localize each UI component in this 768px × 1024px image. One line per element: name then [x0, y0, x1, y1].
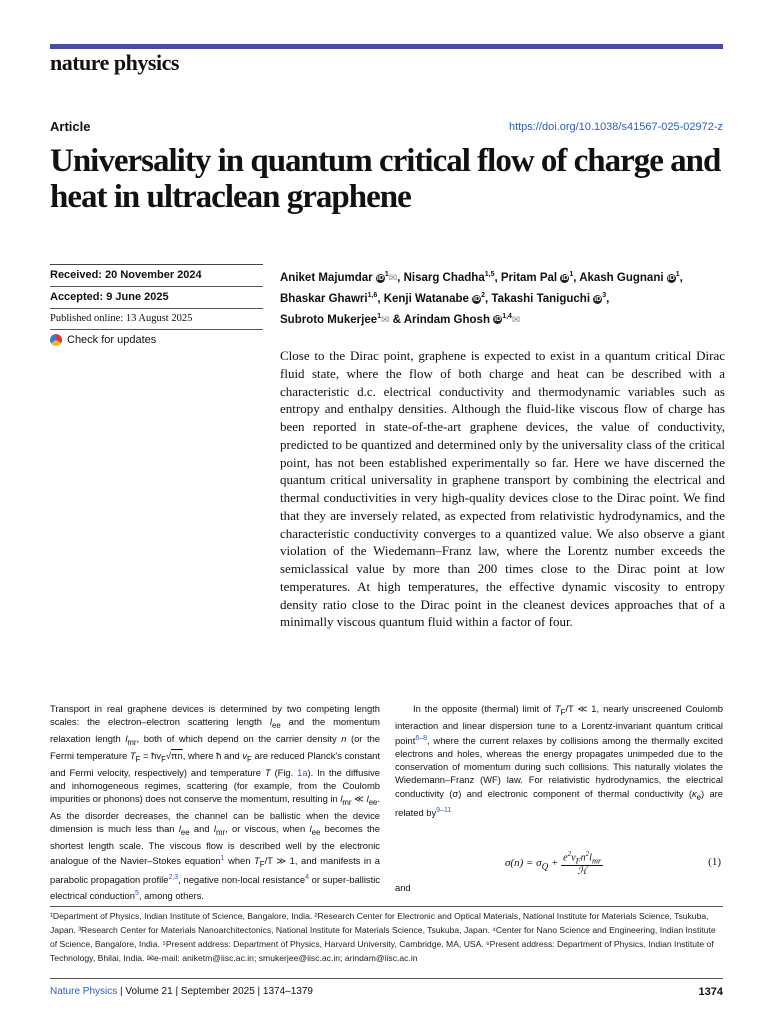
equation-1 — [395, 846, 723, 876]
equation-number: (1) — [708, 856, 721, 868]
page-number: 1374 — [698, 986, 723, 998]
citation-link[interactable]: 1 — [220, 855, 225, 863]
check-for-updates-button[interactable] — [50, 330, 263, 351]
footer-citation: Nature Physics | Volume 21 | September 2025 | 1374–1379 — [50, 986, 313, 997]
affiliations-footnote: ¹Department of Physics, Indian Institute of Science, Bangalore, India. ²Research Center for Electronic and Optical Materials, National Institute for Materials Science, Tsukuba, Japan. ³Research Center for Materials Nanoarchitectonics, National Institute for Materials Science, Tsukuba, Japan. ⁴Center for Nano Science and Engineering, Indian Institute of Science, Bangalore, India. ⁵Present address: Department of Physics, Harvard University, Cambridge, MA, USA. ⁶Present address: Department of Physics, Indian Institute of Technology, Bhilai, India. ✉e-mail: aniketm@iisc.ac.in; smukerjee@iisc.ac.in; arindam@iisc.ac.in — [50, 911, 716, 963]
doi-link[interactable]: https://doi.org/10.1038/s41567-025-02972-z — [508, 121, 723, 133]
figure-link[interactable]: 1a — [297, 767, 308, 778]
citation-link[interactable]: 9–11 — [436, 806, 452, 814]
author[interactable]: Akash Gugnani — [579, 271, 664, 284]
email-icon[interactable]: ✉ — [511, 314, 521, 326]
orcid-icon[interactable]: iD — [667, 274, 675, 282]
author[interactable]: Kenji Watanabe — [383, 292, 469, 305]
received-date: Received: 20 November 2024 — [50, 265, 263, 287]
author-list: Aniket Majumdar $iD^1✉$, Nisarg Chadha$^{1,5}$, Pritam Pal $iD^1$, Akash Gugnani $iD^1$, Bhaskar Ghawri$^{1,6}$, Kenji Watanabe $iD^2$, Takashi Taniguchi $iD^3$, Subroto Mukerjee$^1$✉ & Arindam Ghosh iD$^{1,4}$✉ — [280, 271, 683, 326]
equation-fraction: $\frac{e^2v_Fn^2l_{mr}}{\text{ℋ}}$ — [563, 850, 602, 878]
body-column-left: Transport in real graphene devices is determined by two competing length scales: the electron–electron scattering length $l_{ee}$ and the momentum relaxation length $l_{mr}$, both of which depend on the carrier density n (or the Fermi temperature $T_F$ = $ħv_F√\pi n$, where ħ and $v_F$ are reduced Planck's constant and Fermi velocity, respectively) and temperature T (Fig. 1a). In the diffusive and inhomogeneous regimes, scattering (for example, from the Coulomb impurities or phonons) does not conserve the momentum, resulting in $l_{mr}$ ≪ $l_{ee}$. As the disorder decreases, the channel can be ballistic when the device dimension is much less than $l_{ee}$ and $l_{mr}$, or viscous, when $l_{ee}$ becomes the shortest length scale. The viscous flow is described well by the electronic analogue of the Navier–Stokes equation$^1$ when $T_F/T$ ≫ 1, and manifests in a parabolic propagation profile$^{2,3}$, negative non-local resistance$^4$ or super-ballistic electrical conduction$^5$, among others. — [50, 703, 381, 901]
email-icon[interactable]: ✉ — [388, 272, 398, 284]
email-icon[interactable]: ✉ — [381, 314, 390, 326]
orcid-icon[interactable]: iD — [594, 295, 602, 303]
author[interactable]: Bhaskar Ghawri — [280, 292, 368, 305]
author[interactable]: Subroto Mukerjee — [280, 313, 378, 326]
citation-link[interactable]: 2,3 — [168, 874, 179, 882]
citation-link[interactable]: 6–8 — [415, 735, 428, 743]
footer-divider — [50, 978, 723, 979]
journal-name: nature physics — [50, 50, 179, 75]
author[interactable]: Pritam Pal — [500, 271, 558, 284]
equation-body: $\sigma(n) = \sigma_Q$ + $\frac{e^2v_Fn^2l_{mr}}{\text{ℋ}}$ — [505, 850, 602, 878]
footer-journal-link[interactable]: Nature Physics — [50, 986, 118, 997]
orcid-icon[interactable]: iD — [494, 316, 502, 324]
article-title: Universality in quantum critical flow of charge and heat in ultraclean graphene — [50, 143, 721, 215]
author[interactable]: Aniket Majumdar — [280, 271, 373, 284]
abstract: Close to the Dirac point, graphene is expected to exist in a quantum critical Dirac fluid state, where the flow of both charge and heat can be described with a characteristic d.c. electrical conductivity and thermodynamic variables such as entropy and enthalpy densities. Although the fluid-like viscous flow of charge has been reported in state-of-the-art graphene devices, the value of conductivity, predicted to be quantized and determined only by the universality class of the critical point, has not been established experimentally so far. Here we have discerned the quantum critical universality in graphene transport by combining the electrical and thermal conductivities in very high-quality devices close to the Dirac point. We find that they are inversely related, as expected from relativistic hydrodynamics, and the characteristic conductivity converges to a quantized value. We also observe a giant violation of the Wiedemann–Franz law, where the Lorentz number exceeds the semiclassical value by more than 200 times close to the Dirac point at low temperatures. At high temperatures, the effective dynamic viscosity to entropy density ratio close to the Dirac point in the cleanest devices approaches that of a minimally viscous quantum fluid within a factor of four. — [280, 348, 725, 630]
check-updates-label: Check for updates — [67, 334, 157, 346]
article-type-label: Article — [50, 119, 91, 134]
body-column-right: In the opposite (thermal) limit of $T_F/T$ ≪ 1, nearly unscreened Coulomb interaction and linear dispersion tune to a Lorentz-invariant quantum critical point$^{6-8}$, where the current relaxes by collisions among the thermally excited electrons and holes, whereas the energy propagates unimpeded due to the conservation of momentum during such collisions. This naturally violates the Wiedemann–Franz (WF) law. For relativistic hydrodynamics, the electrical conductivity (σ) and electronic component of thermal conductivity $(\kappa_e)$ are related by$^{9-11}$ — [395, 703, 723, 818]
header-accent-bar — [50, 44, 723, 49]
orcid-icon[interactable]: iD — [561, 274, 569, 282]
author[interactable]: Takashi Taniguchi — [491, 292, 591, 305]
published-date: Published online: 13 August 2025 — [50, 309, 263, 330]
crossmark-icon — [50, 334, 62, 346]
citation-link[interactable]: 4 — [305, 874, 309, 882]
publication-dates — [50, 264, 263, 351]
accepted-date: Accepted: 9 June 2025 — [50, 287, 263, 309]
author[interactable]: Arindam Ghosh — [403, 313, 490, 326]
author[interactable]: Nisarg Chadha — [403, 271, 485, 284]
orcid-icon[interactable]: iD — [376, 274, 384, 282]
orcid-icon[interactable]: iD — [473, 295, 481, 303]
continuation-word: and — [395, 882, 411, 893]
citation-link[interactable]: 5 — [134, 889, 139, 897]
footnote-divider — [50, 906, 723, 907]
